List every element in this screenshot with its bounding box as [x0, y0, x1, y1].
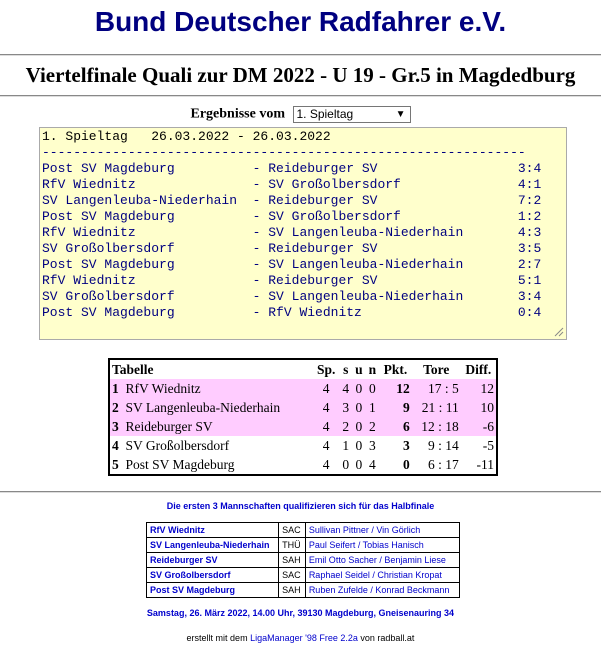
- club-cell: SAC: [279, 523, 306, 538]
- team-row: [147, 538, 460, 553]
- team-link[interactable]: Reideburger SV: [147, 553, 279, 568]
- sp-cell: 4: [322, 400, 330, 415]
- tore-cell: 12 : 18: [421, 419, 459, 434]
- result-line: SV Langenleuba-Niederhain - Reideburger SV 7:2: [42, 193, 542, 208]
- rank: 3: [112, 419, 119, 434]
- footer-prefix: erstellt mit dem: [186, 633, 248, 643]
- team-name: SV Langenleuba-Niederhain: [125, 400, 281, 415]
- results-header-line: 1. Spieltag 26.03.2022 - 26.03.2022: [42, 129, 331, 144]
- club-cell: SAH: [279, 553, 306, 568]
- team-row: [147, 568, 460, 583]
- result-line: SV Großolbersdorf - Reideburger SV 3:5: [42, 241, 542, 256]
- n-cell: 2: [369, 419, 376, 434]
- footer: [0, 633, 601, 643]
- diff-cell: -5: [482, 438, 494, 453]
- table-row: [110, 436, 496, 455]
- result-line: SV Großolbersdorf - SV Langenleuba-Niederhain 3:4: [42, 289, 542, 304]
- pkt-cell: 6: [403, 419, 410, 434]
- team-link[interactable]: Post SV Magdeburg: [147, 583, 279, 598]
- divider: [0, 491, 601, 493]
- standings-table: [108, 358, 498, 476]
- team-cell: [110, 417, 313, 436]
- n-cell: 1: [369, 400, 376, 415]
- result-line: RfV Wiednitz - Reideburger SV 5:1: [42, 273, 542, 288]
- col-header-team: Tabelle: [112, 362, 154, 377]
- tore-cell: 21 : 11: [421, 400, 459, 415]
- results-textarea[interactable]: [39, 127, 567, 340]
- s-cell: 0: [342, 457, 350, 472]
- players-link[interactable]: Emil Otto Sacher / Benjamin Liese: [305, 553, 459, 568]
- col-header-n: n: [368, 362, 377, 377]
- n-cell: 3: [369, 438, 376, 453]
- tore-cell: 6 : 17: [427, 457, 459, 472]
- rank: 4: [112, 438, 119, 453]
- team-name: RfV Wiednitz: [125, 381, 201, 396]
- ligamanager-link[interactable]: LigaManager '98 Free 2.2a: [250, 633, 358, 643]
- club-cell: SAC: [279, 568, 306, 583]
- club-cell: SAH: [279, 583, 306, 598]
- rank: 2: [112, 400, 119, 415]
- table-row: [110, 379, 496, 398]
- page-title: Bund Deutscher Radfahrer e.V.: [94, 6, 507, 37]
- results-separator: --------------------------------------------------------------: [42, 145, 526, 160]
- u-cell: 0: [355, 419, 363, 434]
- s-cell: 1: [342, 438, 350, 453]
- team-link[interactable]: SV Großolbersdorf: [147, 568, 279, 583]
- col-header-sp: Sp.: [316, 362, 336, 377]
- col-header-s: s: [343, 362, 349, 377]
- matchday-select[interactable]: [293, 106, 411, 123]
- pkt-cell: 9: [403, 400, 410, 415]
- tore-cell: 17 : 5: [427, 381, 459, 396]
- table-row: [110, 417, 496, 436]
- venue-info: Samstag, 26. März 2022, 14.00 Uhr, 39130 Magdeburg, Gneisenauring 34: [146, 608, 455, 618]
- result-line: Post SV Magdeburg - Reideburger SV 3:4: [42, 161, 542, 176]
- teams-table: [146, 522, 460, 598]
- diff-cell: -11: [476, 457, 494, 472]
- team-row: [147, 523, 460, 538]
- pkt-cell: 3: [403, 438, 410, 453]
- table-row: [110, 455, 496, 474]
- rank: 1: [112, 381, 119, 396]
- divider: [0, 95, 601, 97]
- pkt-cell: 0: [403, 457, 410, 472]
- divider: [0, 54, 601, 56]
- sp-cell: 4: [322, 381, 330, 396]
- n-cell: 4: [369, 457, 376, 472]
- u-cell: 0: [355, 438, 363, 453]
- result-line: Post SV Magdeburg - SV Langenleuba-Niederhain 2:7: [42, 257, 542, 272]
- diff-cell: -6: [482, 419, 494, 434]
- n-cell: 0: [369, 381, 376, 396]
- diff-cell: 12: [480, 381, 494, 396]
- footer-suffix: von radball.at: [360, 633, 415, 643]
- results-selector-label: Ergebnisse vom: [190, 106, 285, 122]
- standings-header-row: [110, 360, 496, 379]
- s-cell: 4: [342, 381, 350, 396]
- tore-cell: 9 : 14: [427, 438, 459, 453]
- sp-cell: 4: [322, 457, 330, 472]
- rank: 5: [112, 457, 119, 472]
- team-cell: [110, 455, 313, 474]
- team-link[interactable]: RfV Wiednitz: [147, 523, 279, 538]
- team-cell: [110, 398, 313, 417]
- players-link[interactable]: Sullivan Pittner / Vin Görlich: [305, 523, 459, 538]
- team-cell: [110, 379, 313, 398]
- col-header-diff: Diff.: [465, 362, 492, 377]
- u-cell: 0: [355, 457, 363, 472]
- team-cell: [110, 436, 313, 455]
- players-link[interactable]: Ruben Zufelde / Konrad Beckmann: [305, 583, 459, 598]
- sp-cell: 4: [322, 438, 330, 453]
- club-cell: THÜ: [279, 538, 306, 553]
- sp-cell: 4: [322, 419, 330, 434]
- result-line: RfV Wiednitz - SV Langenleuba-Niederhain 4:3: [42, 225, 542, 240]
- competition-title: Viertelfinale Quali zur DM 2022 - U 19 - Gr.5 in Magdedburg: [25, 63, 576, 87]
- s-cell: 3: [342, 400, 350, 415]
- table-row: [110, 398, 496, 417]
- col-header-u: u: [355, 362, 363, 377]
- qualification-note: Die ersten 3 Mannschaften qualifizieren sich für das Halbfinale: [166, 501, 435, 511]
- pkt-cell: 12: [396, 381, 410, 396]
- team-row: [147, 583, 460, 598]
- s-cell: 2: [342, 419, 350, 434]
- diff-cell: 10: [480, 400, 494, 415]
- team-name: Post SV Magdeburg: [125, 457, 235, 472]
- team-link[interactable]: SV Langenleuba-Niederhain: [147, 538, 279, 553]
- players-link[interactable]: Paul Seifert / Tobias Hanisch: [305, 538, 459, 553]
- result-line: Post SV Magdeburg - RfV Wiednitz 0:4: [42, 305, 542, 320]
- matchday-select-value: 1. Spieltag: [296, 107, 354, 121]
- team-name: Reideburger SV: [125, 419, 213, 434]
- col-header-pkt: Pkt.: [383, 362, 408, 377]
- u-cell: 0: [355, 400, 363, 415]
- u-cell: 0: [355, 381, 363, 396]
- players-link[interactable]: Raphael Seidel / Christian Kropat: [305, 568, 459, 583]
- result-line: RfV Wiednitz - SV Großolbersdorf 4:1: [42, 177, 542, 192]
- resize-grip-icon[interactable]: [554, 327, 564, 337]
- results-selector-row: [0, 106, 601, 123]
- col-header-tore: Tore: [423, 362, 450, 377]
- result-line: Post SV Magdeburg - SV Großolbersdorf 1:2: [42, 209, 542, 224]
- chevron-down-icon: ▼: [395, 109, 406, 120]
- team-name: SV Großolbersdorf: [125, 438, 230, 453]
- team-row: [147, 553, 460, 568]
